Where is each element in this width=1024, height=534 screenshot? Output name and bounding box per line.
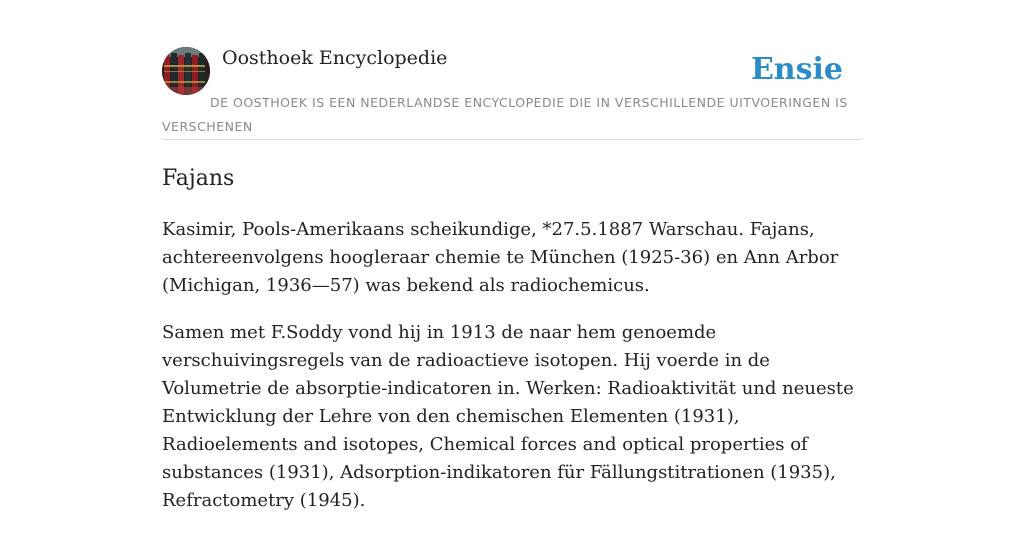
- article-paragraph: Samen met F.Soddy vond hij in 1913 de naar hem genoemde verschuivingsregels van de radioactieve isotopen. Hij voerde in de Volumetrie de absorptie-indicatoren in. Werken: Radioaktivität und neueste Entwicklung der Lehre von den chemischen Elementen (1931), Radioelements and isotopes, Chemical forces and optical properties of substances (1931), Adsorption-indikatoren für Fällungstitrationen (1935), Refractometry (1945).: [162, 322, 854, 511]
- article-title: Fajans: [162, 166, 235, 191]
- site-title[interactable]: Oosthoek Encyclopedie: [222, 47, 448, 69]
- book-spines-avatar-icon[interactable]: [162, 47, 210, 95]
- article-body: [162, 216, 862, 534]
- article-paragraph: Kasimir, Pools-Amerikaans scheikundige, *27.5.1887 Warschau. Fajans, achtereenvolgens hoogleraar chemie te München (1925-36) en Ann Arbor (Michigan, 1936—57) was bekend als radiochemicus.: [162, 219, 839, 296]
- header-divider: [162, 139, 862, 140]
- brand-logo[interactable]: Ensie: [750, 52, 843, 87]
- site-tagline: DE OOSTHOEK IS EEN NEDERLANDSE ENCYCLOPEDIE DIE IN VERSCHILLENDE UITVOERINGEN IS VERSCHENEN: [162, 95, 848, 134]
